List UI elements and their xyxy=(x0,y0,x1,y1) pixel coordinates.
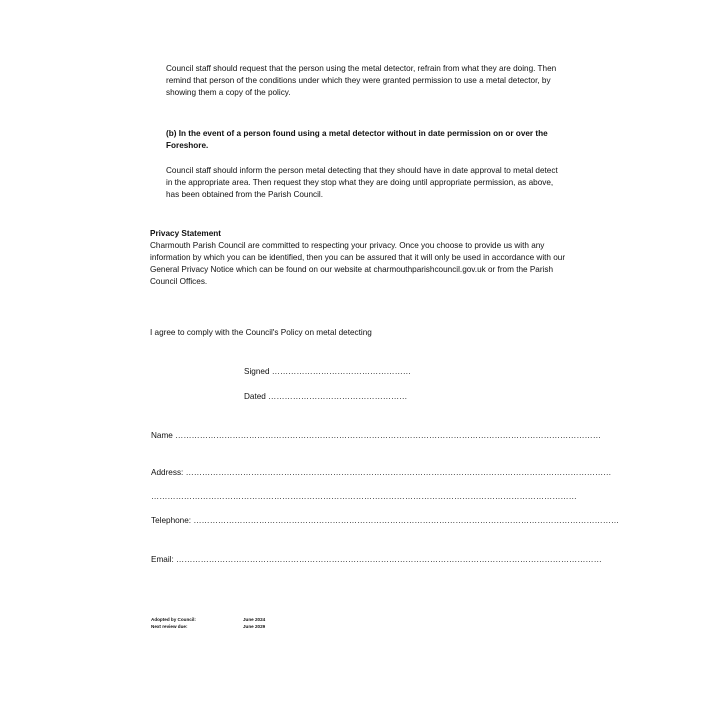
section-a-paragraph: Council staff should request that the person using the metal detector, refrain from what they are doing. Then remind that person of the conditions under which they were granted permission to use a metal detector, by showing them a copy of the policy. xyxy=(166,64,557,97)
adopted-value: June 2024 xyxy=(243,617,266,622)
adopted-label: Adopted by Council: xyxy=(151,617,196,622)
signed-dots: …………………………………………… xyxy=(271,367,411,376)
section-b-paragraph: Council staff should inform the person metal detecting that they should have in date approval to metal detect in the appropriate area. Then request they stop what they are doing until appropriate permission, as above, has been obtained from the Parish Council. xyxy=(166,166,558,199)
email-dots: ………………………………………………………………………………………………………………………………………… xyxy=(176,555,602,564)
dated-label: Dated xyxy=(244,392,266,401)
telephone-dots: ………………………………………………………………………………………………………………………………………… xyxy=(193,516,620,525)
privacy-heading: Privacy Statement xyxy=(150,229,221,238)
agreement-statement: I agree to comply with the Council's Policy on metal detecting xyxy=(150,328,372,337)
review-label: Next review due: xyxy=(151,624,188,629)
address-line-2-dots: ………………………………………………………………………………………………………………………………………… xyxy=(151,492,577,501)
dated-field[interactable] xyxy=(244,391,419,403)
address-field[interactable] xyxy=(151,467,612,479)
name-label: Name xyxy=(151,431,173,440)
signed-field[interactable] xyxy=(244,366,419,378)
name-dots: ………………………………………………………………………………………………………………………………………… xyxy=(175,431,601,440)
dated-dots: …………………………………………… xyxy=(268,392,408,401)
address-label: Address: xyxy=(151,468,184,477)
email-field[interactable] xyxy=(151,554,602,566)
privacy-paragraph: Charmouth Parish Council are committed to respecting your privacy. Once you choose to provide us with any information by which you can be identified, then you can be assured that it will only be used in accordance with our General Privacy Notice which can be found on our website at charmouthparishcouncil.gov.uk or from the Parish Council Offices. xyxy=(150,241,566,286)
address-dots: ………………………………………………………………………………………………………………………………………… xyxy=(185,468,612,477)
address-line-2[interactable] xyxy=(151,491,577,503)
name-field[interactable] xyxy=(151,430,601,442)
signed-label: Signed xyxy=(244,367,270,376)
email-label: Email: xyxy=(151,555,174,564)
review-value: June 2029 xyxy=(243,624,266,629)
telephone-field[interactable] xyxy=(151,515,620,527)
section-b-heading: (b) In the event of a person found using a metal detector without in date permission on or over the Foreshore. xyxy=(166,129,548,150)
telephone-label: Telephone: xyxy=(151,516,192,525)
